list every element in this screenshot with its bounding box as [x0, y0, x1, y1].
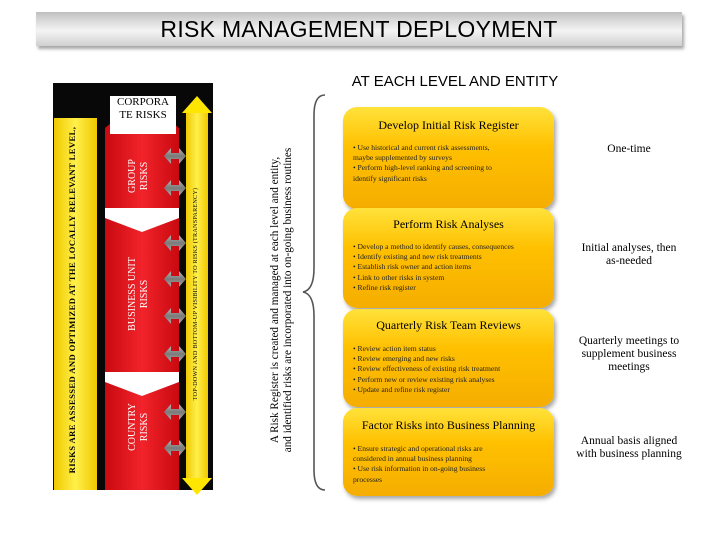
stage-title: Factor Risks into Business Planning [361, 418, 536, 432]
level-group-risks [127, 146, 157, 206]
level-business-unit-risks-text: BUSINESS UNIT RISKS [127, 257, 150, 331]
bullet-line: • Use risk information in on-going business [353, 464, 486, 474]
stage-title: Quarterly Risk Team Reviews [376, 318, 521, 332]
level-business-unit-risks [127, 249, 157, 339]
left-column-label: RISKS ARE ASSESSED AND OPTIMIZED AT THE LOCALLY RELEVANT LEVEL, [67, 126, 77, 474]
bullet-line: • Identify existing and new risk treatments [353, 252, 482, 262]
stage-bullets [353, 143, 548, 184]
corporate-risks-text: CORPORA TE RISKS [117, 96, 169, 121]
bullet-line: identify significant risks [353, 173, 427, 183]
bullet-line: • Update and refine risk register [353, 384, 450, 394]
bullet-line: • Perform new or review existing risk analyses [353, 374, 495, 384]
stage-bullets [353, 444, 548, 485]
bullet-line: • Review emerging and new risks [353, 354, 455, 364]
bullet-line: • Ensure strategic and operational risks are [353, 444, 483, 453]
stage-bullets [353, 242, 548, 293]
stage-note: One-time [607, 143, 651, 155]
visibility-label: TOP-DOWN AND BOTTOM-UP VISIBILITY TO RISKS (TRANSPARENCY) [192, 187, 199, 401]
stage-note: Initial analyses, then as-needed [581, 242, 677, 267]
bullet-line: • Use historical and current risk assessments, [353, 143, 490, 152]
bullet-line: • Develop a method to identify causes, consequences [353, 242, 514, 251]
level-group-risks-text: GROUP RISKS [127, 159, 150, 193]
subtitle: AT EACH LEVEL AND ENTITY [351, 73, 559, 90]
level-country-risks [127, 397, 157, 457]
page-title: RISK MANAGEMENT DEPLOYMENT [160, 16, 558, 42]
bullet-line: • Review effectiveness of existing risk treatment [353, 364, 501, 374]
bullet-line: considered in annual business planning [353, 454, 472, 464]
grouping-brace [303, 95, 325, 490]
stage-note: Annual basis aligned with business planning [576, 435, 682, 460]
bullet-line: • Perform high-level ranking and screening to [353, 163, 492, 173]
bullet-line: • Refine risk register [353, 282, 416, 292]
stage-title: Perform Risk Analyses [393, 217, 504, 231]
level-country-risks-text: COUNTRY RISKS [127, 403, 150, 451]
bullet-line: • Link to other risks in system [353, 272, 445, 282]
register-statement-line1: A Risk Register is created and managed at each level and entity, [269, 156, 281, 444]
bullet-line: • Review action item status [353, 344, 436, 353]
register-statement-line2: and identified risks are incorporated into on-going business routines [282, 147, 294, 453]
stage-title: Develop Initial Risk Register [378, 118, 519, 132]
stage-note: Quarterly meetings to supplement business meetings [578, 335, 680, 373]
stage-bullets [353, 344, 548, 395]
bullet-line: • Establish risk owner and action items [353, 262, 472, 272]
bullet-line: processes [353, 474, 383, 484]
bullet-line: maybe supplemented by surveys [353, 153, 452, 163]
